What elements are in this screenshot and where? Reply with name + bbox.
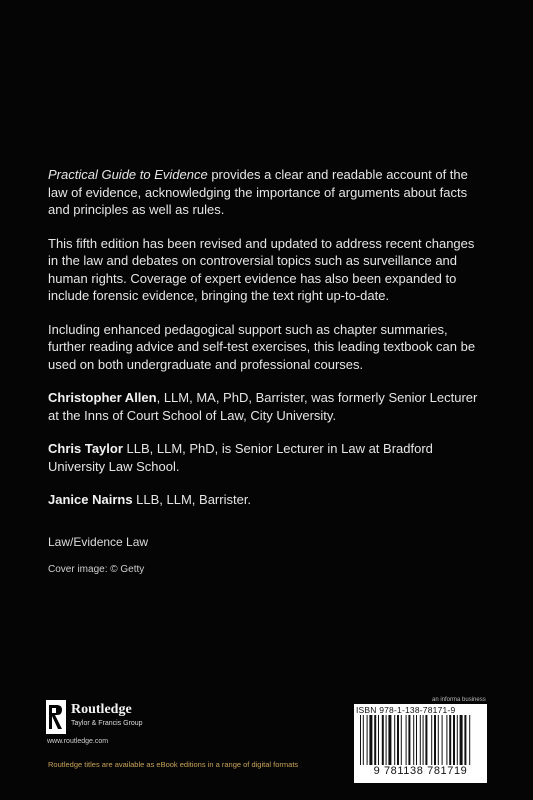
book-title: Practical Guide to Evidence xyxy=(48,167,208,182)
description-paragraph-2: This fifth edition has been revised and updated to address recent changes in the law and debates on controversial topics such as surveillance and human rights. Coverage of expert evidence has also been expanded to include forensic evidence, bringing the text right up-to-date. xyxy=(48,235,475,303)
subject-category: Law/Evidence Law xyxy=(48,535,149,549)
informa-business-label: an informa business xyxy=(432,697,486,703)
author-credentials: , LLM, MA, PhD, Barrister, was formerly Senior Lecturer at the Inns of Court School of Law, City University. xyxy=(48,390,478,423)
publisher-group: Taylor & Francis Group xyxy=(71,720,143,727)
publisher-block xyxy=(46,700,226,750)
author-bio-1 xyxy=(48,389,488,424)
barcode-digits: 9 781138 781719 xyxy=(373,765,468,777)
author-bio-3 xyxy=(48,491,488,509)
ebook-availability-note: Routledge titles are available as eBook editions in a range of digital formats xyxy=(48,760,299,769)
routledge-r-icon xyxy=(46,700,66,734)
isbn-barcode xyxy=(354,704,487,783)
author-credentials: LLB, LLM, Barrister. xyxy=(132,492,252,507)
author-name: Christopher Allen xyxy=(48,390,157,405)
author-bio-2 xyxy=(48,440,488,475)
author-name: Chris Taylor xyxy=(48,441,123,456)
description-paragraph-3: Including enhanced pedagogical support such as chapter summaries, further reading advice and self-test exercises, this leading textbook can be used on both undergraduate and professional courses. xyxy=(48,321,476,372)
back-cover-text xyxy=(48,166,488,525)
isbn-number: ISBN 978-1-138-78171-9 xyxy=(356,705,456,715)
description-intro-text: provides a clear and readable account of the law of evidence, acknowledging the importance of arguments about facts and principles as well as rules. xyxy=(48,167,468,217)
cover-image-credit: Cover image: © Getty xyxy=(48,564,145,575)
author-credentials: LLB, LLM, PhD, is Senior Lecturer in Law at Bradford University Law School. xyxy=(48,441,433,474)
publisher-url[interactable]: www.routledge.com xyxy=(47,738,109,745)
publisher-name: Routledge xyxy=(71,702,132,717)
author-name: Janice Nairns xyxy=(48,492,133,507)
description-paragraph-1 xyxy=(48,166,488,219)
barcode-bars xyxy=(360,715,481,765)
